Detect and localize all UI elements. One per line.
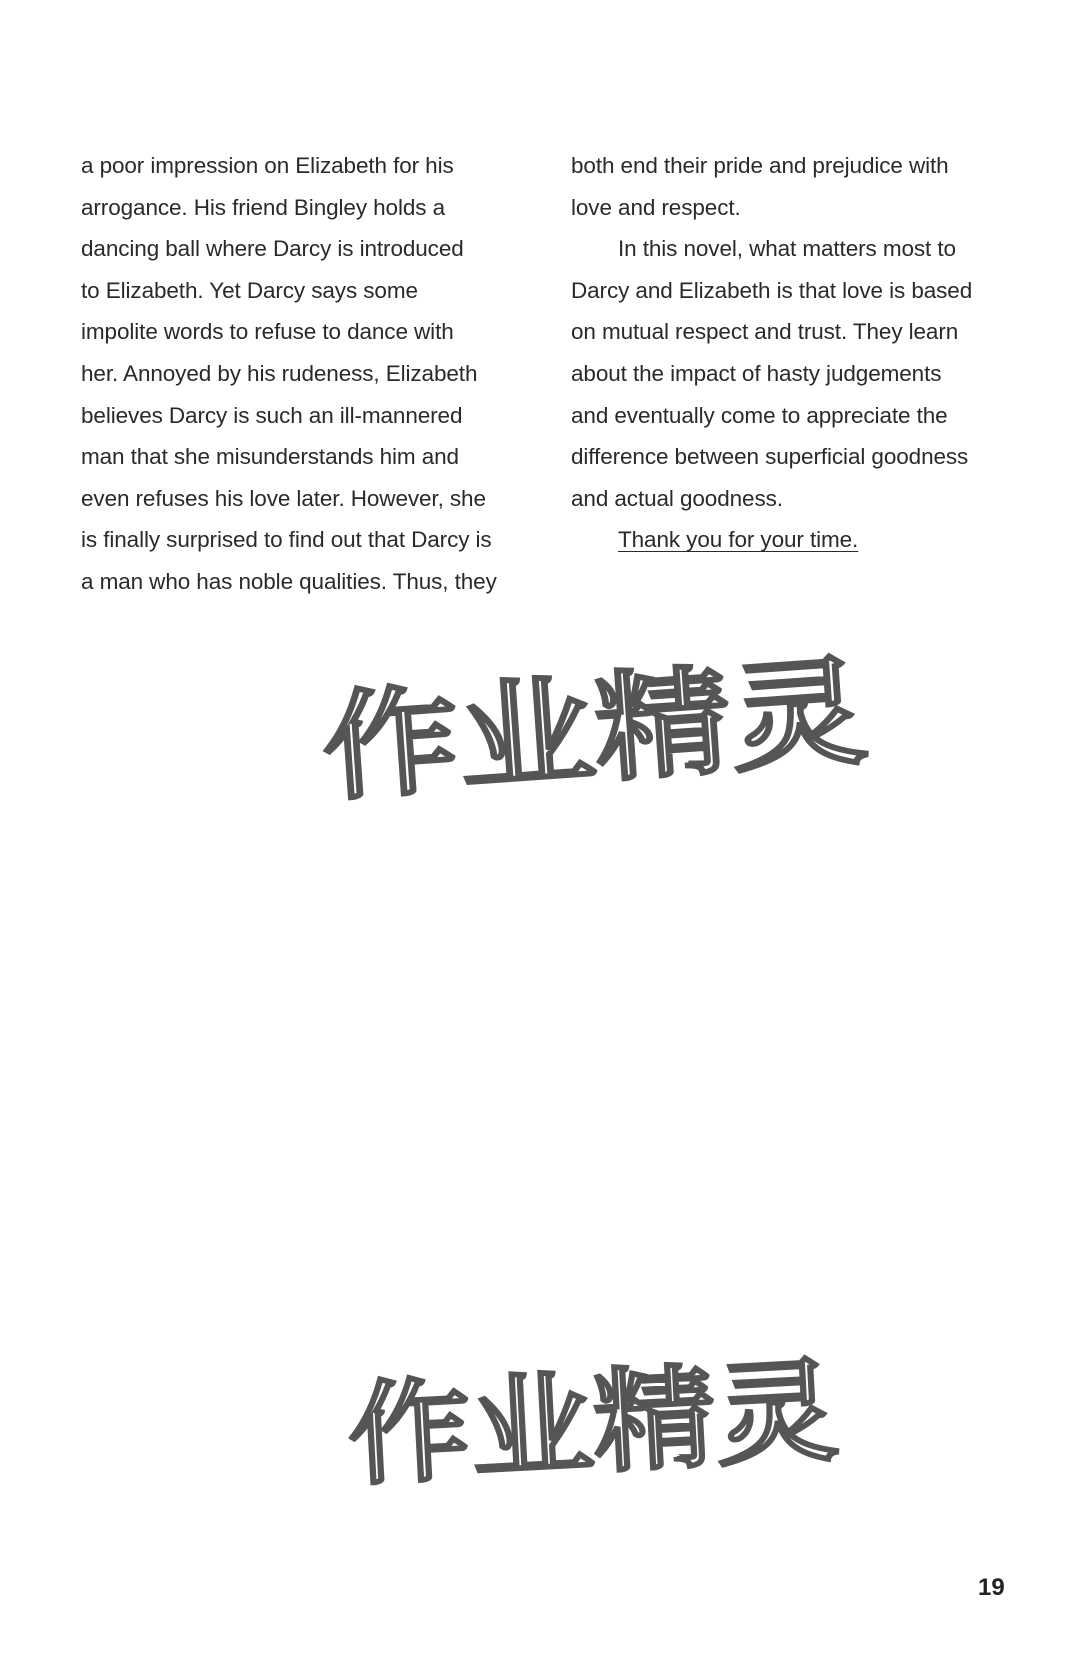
body-line: believes Darcy is such an ill-mannered — [81, 402, 463, 428]
body-line: man that she misunderstands him and — [81, 444, 459, 470]
watermark-bottom-svg — [345, 1344, 857, 1520]
body-line: difference between superficial goodness — [571, 444, 969, 470]
watermark-top-svg — [318, 641, 893, 840]
body-line: on mutual respect and trust. They learn — [571, 319, 959, 345]
watermark-bottom — [345, 1344, 857, 1520]
body-line: about the impact of hasty judgements — [571, 360, 942, 386]
body-line: and actual goodness. — [571, 485, 783, 511]
watermark-top — [318, 641, 893, 840]
body-line: a man who has noble qualities. Thus, they — [81, 568, 497, 594]
closing-line — [571, 519, 1011, 561]
body-line: Darcy and Elizabeth is that love is based — [571, 277, 973, 303]
body-line: even refuses his love later. However, she — [81, 485, 486, 511]
right-column — [571, 145, 1011, 561]
watermark-top-text: 作业精灵 — [318, 647, 799, 818]
left-column — [81, 145, 521, 603]
body-line: is finally surprised to find out that Darcy is — [81, 527, 492, 553]
body-line: love and respect. — [571, 194, 741, 220]
closing-text: Thank you for your time. — [618, 527, 859, 553]
body-line: impolite words to refuse to dance with — [81, 319, 454, 345]
body-line: dancing ball where Darcy is introduced — [81, 236, 464, 262]
body-line: her. Annoyed by his rudeness, Elizabeth — [81, 360, 478, 386]
body-line: a poor impression on Elizabeth for his — [81, 153, 454, 178]
watermark-bottom-text: 作业精灵 — [345, 1348, 800, 1502]
body-line: arrogance. His friend Bingley holds a — [81, 194, 446, 220]
body-line: to Elizabeth. Yet Darcy says some — [81, 277, 418, 303]
paragraph-start-line: In this novel, what matters most to — [618, 236, 956, 262]
page-number: 19 — [978, 1574, 1005, 1601]
body-line: and eventually come to appreciate the — [571, 402, 948, 428]
body-line: both end their pride and prejudice with — [571, 153, 949, 178]
